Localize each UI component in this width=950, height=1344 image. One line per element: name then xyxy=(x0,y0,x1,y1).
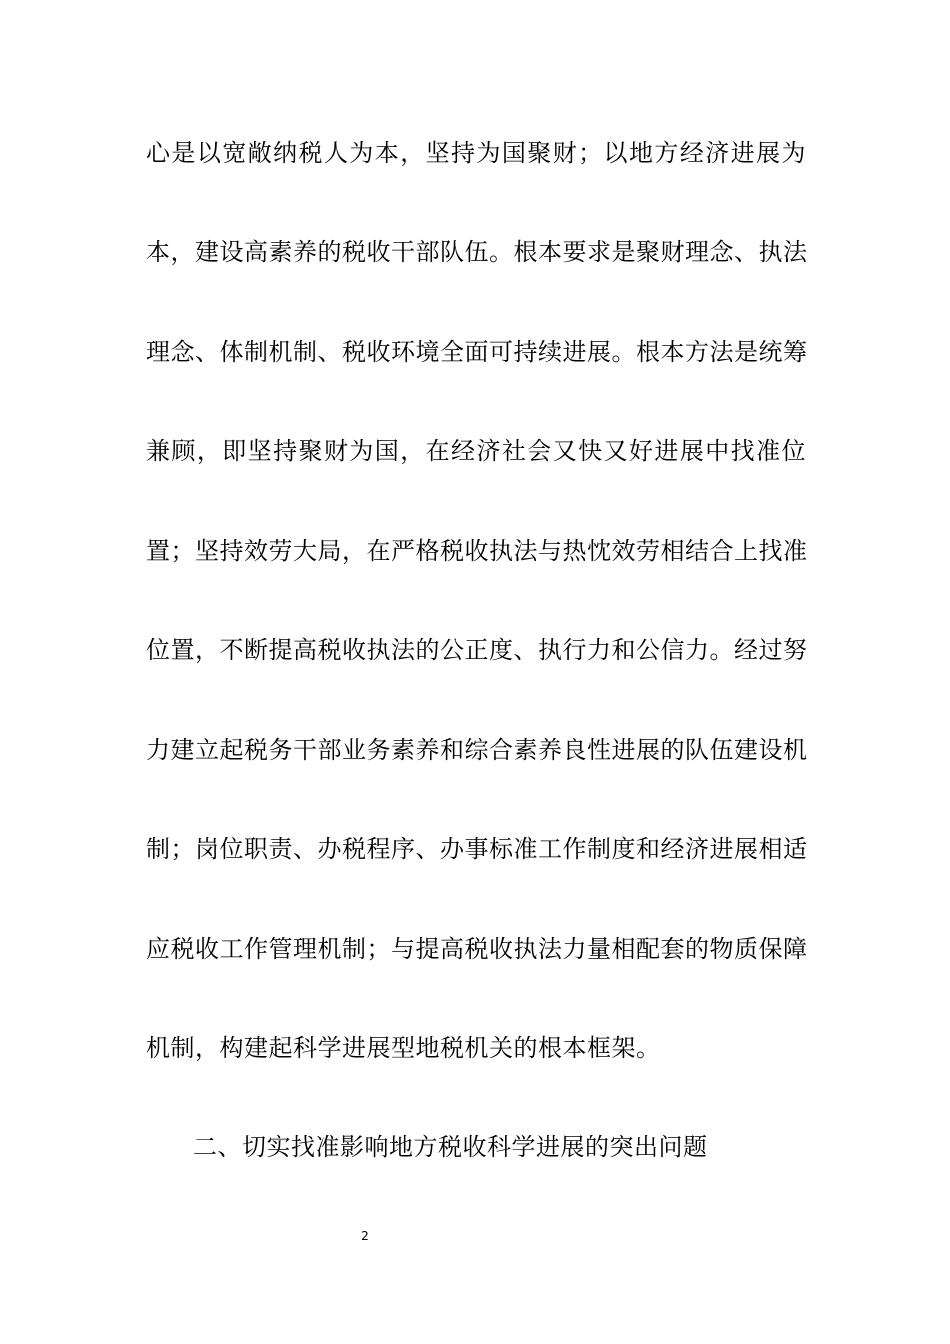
paragraph-line: 兼顾，即坚持聚财为国，在经济社会又快又好进展中找准位 xyxy=(146,437,806,465)
paragraph-line: 应税收工作管理机制；与提高税收执法力量相配套的物质保障 xyxy=(146,935,808,963)
paragraph-line: 心是以宽敞纳税人为本，坚持为国聚财；以地方经济进展为 xyxy=(146,139,806,167)
paragraph-line: 力建立起税务干部业务素养和综合素养良性进展的队伍建设机 xyxy=(146,736,808,764)
paragraph-line: 理念、体制机制、税收环境全面可持续进展。根本方法是统筹 xyxy=(146,338,808,366)
paragraph-line: 本，建设高素养的税收干部队伍。根本要求是聚财理念、执法 xyxy=(146,238,808,266)
page-number: 2 xyxy=(361,1229,369,1243)
paragraph-line-last: 机制，构建起科学进展型地税机关的根本框架。 xyxy=(146,1034,661,1062)
paragraph-line: 制；岗位职责、办税程序、办事标准工作制度和经济进展相适 xyxy=(146,835,808,863)
section-heading: 二、切实找准影响地方税收科学进展的突出问题 xyxy=(193,1133,708,1161)
paragraph-line: 位置，不断提高税收执法的公正度、执行力和公信力。经过努 xyxy=(146,636,808,664)
paragraph-line: 置；坚持效劳大局，在严格税收执法与热忱效劳相结合上找准 xyxy=(146,537,808,565)
